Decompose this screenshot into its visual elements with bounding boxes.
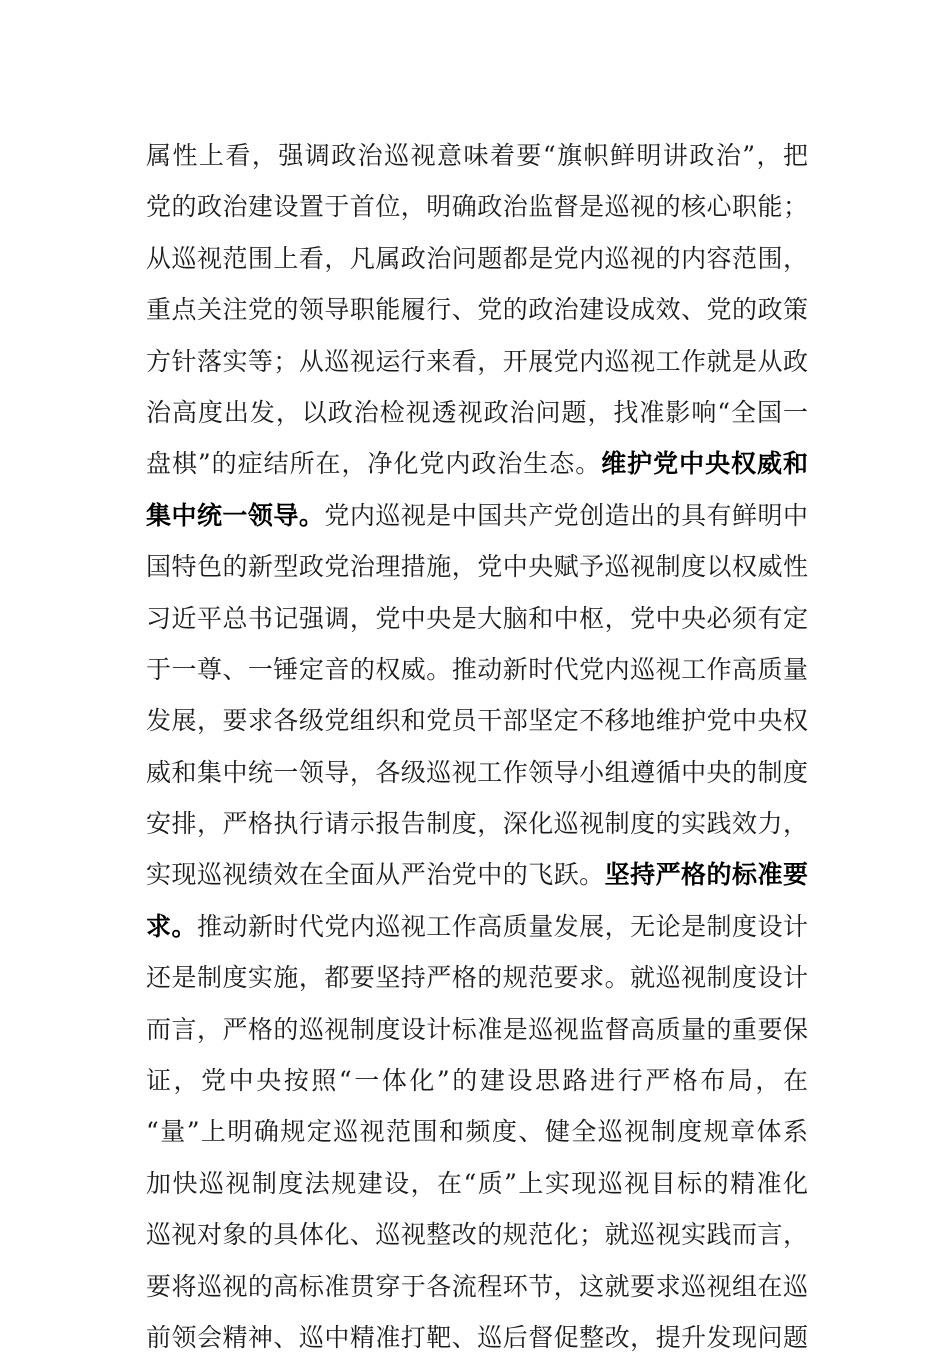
body-text: “量”上明确规定巡视范围和频度、健全巡视制度规章体系 (146, 1117, 808, 1147)
text-line (146, 387, 808, 438)
text-line (146, 798, 808, 849)
text-line (146, 130, 808, 181)
text-line (146, 1158, 808, 1209)
text-line (146, 849, 808, 900)
body-text: 安排，严格执行请示报告制度，深化巡视制度的实践效力， (146, 809, 808, 839)
text-line (146, 490, 808, 541)
text-line (146, 644, 808, 695)
body-text: 从巡视范围上看，凡属政治问题都是党内巡视的内容范围， (146, 243, 808, 273)
text-line (146, 1055, 808, 1106)
body-text: 盘棋”的症结所在，净化党内政治生态。 (146, 449, 602, 479)
text-line (146, 1106, 808, 1157)
body-text: 于一尊、一锤定音的权威。推动新时代党内巡视工作高质量 (146, 654, 808, 684)
body-text: 实现巡视绩效在全面从严治党中的飞跃。 (146, 860, 605, 890)
text-line (146, 181, 808, 232)
text-line (146, 952, 808, 1003)
text-line (146, 541, 808, 592)
text-line (146, 284, 808, 335)
body-text: 要将巡视的高标准贯穿于各流程环节，这就要求巡视组在巡 (146, 1271, 808, 1301)
body-text: 威和集中统一领导，各级巡视工作领导小组遵循中央的制度 (146, 757, 808, 787)
body-text: 党的政治建设置于首位，明确政治监督是巡视的核心职能； (146, 192, 808, 222)
body-text: 还是制度实施，都要坚持严格的规范要求。就巡视制度设计 (146, 963, 808, 993)
body-text: 方针落实等；从巡视运行来看，开展党内巡视工作就是从政 (146, 346, 808, 376)
body-text: 推动新时代党内巡视工作高质量发展，无论是制度设计 (196, 911, 808, 941)
bold-heading-text: 维护党中央权威和 (601, 449, 808, 479)
body-text: 证，党中央按照“一体化”的建设思路进行严格布局，在 (146, 1066, 808, 1096)
text-line (146, 336, 808, 387)
bold-heading-text: 集中统一领导。 (146, 500, 325, 530)
text-line (146, 233, 808, 284)
body-text: 加快巡视制度法规建设，在“质”上实现巡视目标的精准化 (146, 1168, 808, 1198)
body-text: 而言，严格的巡视制度设计标准是巡视监督高质量的重要保 (146, 1014, 808, 1044)
text-line (146, 747, 808, 798)
body-text: 属性上看，强调政治巡视意味着要“旗帜鲜明讲政治”，把 (146, 141, 808, 170)
bold-heading-text: 求。 (146, 911, 197, 941)
body-text: 发展，要求各级党组织和党员干部坚定不移地维护党中央权 (146, 706, 808, 736)
body-text: 治高度出发，以政治检视透视政治问题，找准影响“全国一 (146, 397, 808, 427)
body-paragraph (146, 130, 808, 1363)
text-line (146, 1261, 808, 1312)
text-line (146, 695, 808, 746)
body-text: 重点关注党的领导职能履行、党的政治建设成效、党的政策 (146, 295, 808, 325)
text-line (146, 593, 808, 644)
body-text: 党内巡视是中国共产党创造出的具有鲜明中 (324, 500, 808, 530)
body-text: 巡视对象的具体化、巡视整改的规范化；就巡视实践而言， (146, 1220, 808, 1250)
text-line (146, 1004, 808, 1055)
body-text: 国特色的新型政党治理措施，党中央赋予巡视制度以权威性 (146, 552, 808, 582)
body-text: 前领会精神、巡中精准打靶、巡后督促整改，提升发现问题 (146, 1322, 808, 1352)
text-line (146, 1312, 808, 1363)
body-text: 习近平总书记强调，党中央是大脑和中枢，党中央必须有定 (146, 603, 808, 633)
text-line (146, 1209, 808, 1260)
text-line (146, 438, 808, 489)
text-line (146, 901, 808, 952)
bold-heading-text: 坚持严格的标准要 (604, 860, 808, 890)
